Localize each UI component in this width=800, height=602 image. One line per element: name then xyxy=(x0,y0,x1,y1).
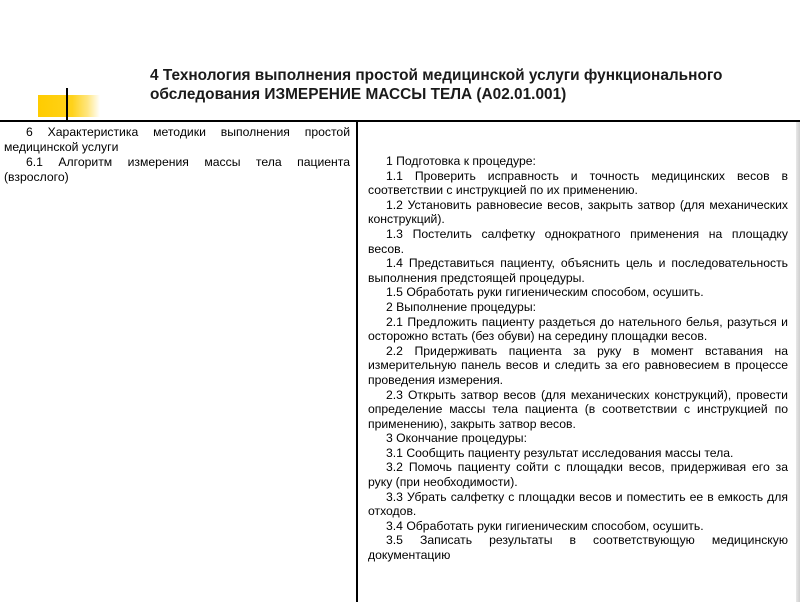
list-item: 1.4 Представиться пациенту, объяснить цель и последовательность выполнения предстоящей процедуры. xyxy=(368,256,788,285)
list-item: 1.3 Постелить салфетку однократного применения на площадку весов. xyxy=(368,226,788,256)
list-item: 2.2 Придерживать пациента за руку в момент вставания на измерительную панель весов и следить за его равновесием в процессе проведения измерения. xyxy=(368,343,788,387)
column-divider xyxy=(356,122,358,602)
heading-line-2: обследования ИЗМЕРЕНИЕ МАССЫ ТЕЛА (А02.01.001) xyxy=(150,86,567,103)
list-item: 1.5 Обработать руки гигиеническим способом, осушить. xyxy=(386,285,704,300)
list-item: 3.5 Записать результаты в соответствующую медицинскую документацию xyxy=(368,533,788,563)
list-item: 3 Окончание процедуры: xyxy=(386,431,527,446)
list-item: 3.1 Сообщить пациенту результат исследования массы тела. xyxy=(386,445,734,460)
list-item: 3.4 Обработать руки гигиеническим способом, осушить. xyxy=(386,518,704,533)
table-left-column xyxy=(4,125,350,185)
list-item: 2.3 Открыть затвор весов (для механических конструкций), провести определение массы тела пациента (в соответствии с инструкцией по применению), закрыть затвор весов. xyxy=(368,387,788,431)
heading-line-1: 4 Технология выполнения простой медицинской услуги функционального xyxy=(150,67,723,84)
list-item: 3.3 Убрать салфетку с площадки весов и поместить ее в емкость для отходов. xyxy=(368,489,788,519)
yellow-accent-bar xyxy=(38,95,100,117)
page-right-edge xyxy=(796,122,800,602)
list-item: 2 Выполнение процедуры: xyxy=(386,299,536,314)
list-item: 2.1 Предложить пациенту раздеться до нательного белья, разуться и осторожно встать (без обуви) на середину площадки весов. xyxy=(368,314,788,344)
list-item: 1.2 Установить равновесие весов, закрыть затвор (для механических конструкций). xyxy=(368,197,788,227)
list-item: 1.1 Проверить исправность и точность медицинских весов в соответствии с инструкцией по их применению. xyxy=(368,168,788,198)
list-item: 3.2 Помочь пациенту сойти с площадки весов, придерживая его за руку (при необходимости). xyxy=(368,460,788,490)
method-characteristic-text: 6 Характеристика методики выполнения простой медицинской услуги xyxy=(4,125,350,154)
accent-vertical-line xyxy=(66,88,68,120)
table-right-column xyxy=(368,154,788,563)
page-heading xyxy=(150,66,770,104)
algorithm-title-text: 6.1 Алгоритм измерения массы тела пациента (взрослого) xyxy=(4,155,350,184)
list-item: 1 Подготовка к процедуре: xyxy=(386,154,536,168)
procedure-table xyxy=(0,120,800,602)
